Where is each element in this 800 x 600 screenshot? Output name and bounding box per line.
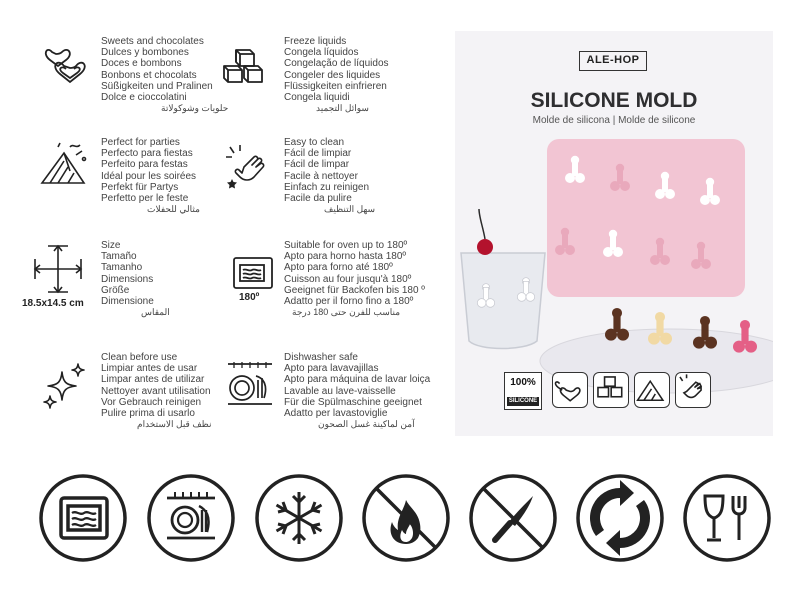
microwave-icon [37, 472, 129, 569]
feature-line: Perfekt für Partys [101, 181, 179, 193]
feature-line: Bonbons et chocolats [101, 69, 197, 81]
badge-percent: 100% [510, 377, 536, 388]
feature-line-arabic: نظف قبل الاستخدام [137, 419, 212, 430]
feature-line: Lavable au lave-vaisselle [284, 385, 396, 397]
feature-line: Tamaño [101, 251, 137, 263]
feature-line: Congeler des liquides [284, 69, 381, 81]
feature-line-arabic: آمن لماكينة غسل الصحون [318, 419, 415, 430]
feature-line: Limpar antes de utilizar [101, 374, 205, 386]
feature-line: Flüssigkeiten einfrieren [284, 80, 387, 92]
no-knife-icon [467, 472, 559, 569]
feature-line: Freeze liquids [284, 36, 347, 47]
feature-line: Sweets and chocolates [101, 36, 204, 47]
brand-logo: ALE-HOP [579, 51, 647, 71]
mini-hearts-mold-icon [552, 372, 588, 408]
feature-line: Einfach zu reinigen [284, 181, 370, 193]
feature-line: Easy to clean [284, 137, 345, 148]
easy-clean-hand-icon [224, 143, 274, 193]
feature-line: Perfect for parties [101, 137, 180, 148]
feature-line: Vor Gebrauch reinigen [101, 396, 202, 408]
feature-line: Congelação de líquidos [284, 58, 389, 70]
feature-line: Dimensions [101, 273, 154, 285]
feature-line-arabic: حلويات وشوكولاتة [161, 103, 229, 114]
feature-line: Facile à nettoyer [284, 170, 358, 182]
feature-line: Adatto per lavastoviglie [284, 408, 388, 420]
product-title: SILICONE MOLD [530, 89, 698, 112]
feature-line: Facile da pulire [284, 193, 352, 205]
feature-line: Apto para máquina de lavar loiça [284, 374, 431, 386]
feature-line: Fácil de limpiar [284, 148, 352, 160]
feature-line: Size [101, 240, 121, 251]
feature-line-arabic: المقاس [141, 307, 170, 318]
freezer-snowflake-icon [253, 472, 345, 569]
feature-line: Apto para horno hasta 180º [284, 251, 407, 263]
sparkles-icon [40, 362, 90, 412]
feature-line: Für die Spülmaschine geeignet [284, 396, 422, 408]
feature-line: Fácil de limpar [284, 159, 350, 171]
party-confetti-icon [40, 141, 92, 191]
feature-line: Apto para lavavajillas [284, 363, 379, 375]
feature-line: Dolce e cioccolatini [101, 92, 187, 104]
feature-line: Pulire prima di usarlo [101, 408, 195, 420]
feature-line: Dimensione [101, 296, 154, 308]
feature-line: Suitable for oven up to 180º [284, 240, 408, 251]
dishwasher-icon [145, 472, 237, 569]
product-subtitle: Molde de silicona | Molde de silicone [532, 115, 696, 126]
feature-line: Doces e bombons [101, 58, 182, 70]
ice-cubes-icon [222, 46, 272, 96]
feature-line-arabic: مناسب للفرن حتى 180 درجة [292, 307, 401, 318]
dishwasher-icon [224, 360, 276, 412]
feature-line-arabic: سوائل التجميد [316, 103, 369, 114]
feature-line: Perfecto para fiestas [101, 148, 193, 160]
feature-line: Idéal pour les soirées [101, 170, 197, 182]
feature-line: Süßigkeiten und Pralinen [101, 80, 213, 92]
mini-easy-clean-hand-icon [675, 372, 711, 408]
size-label: 18.5x14.5 cm [22, 298, 84, 309]
oven-icon [232, 256, 278, 292]
badge-material: SILICONE [508, 398, 538, 404]
feature-line: Perfetto per le feste [101, 193, 189, 205]
mini-party-confetti-icon [634, 372, 670, 408]
oven-label: 180º [239, 292, 260, 303]
feature-line: Adatto per il forno fino a 180º [284, 296, 414, 308]
no-flame-icon [360, 472, 452, 569]
feature-line: Clean before use [101, 352, 178, 363]
feature-line: Größe [101, 284, 130, 296]
feature-line: Limpiar antes de usar [101, 363, 198, 375]
food-safe-icon [681, 472, 773, 569]
hearts-mold-icon [44, 40, 94, 90]
feature-line: Cuisson au four jusqu'à 180º [284, 273, 412, 285]
feature-line: Perfeito para festas [101, 159, 188, 171]
feature-line: Congela liquidi [284, 92, 350, 104]
feature-line-arabic: مثالي للحفلات [147, 204, 200, 215]
feature-line: Geeignet für Backofen bis 180 º [284, 284, 425, 296]
mini-ice-cubes-icon [593, 372, 629, 408]
feature-line: Dulces y bombones [101, 47, 189, 59]
feature-line: Congela líquidos [284, 47, 359, 59]
feature-line: Apto para forno até 180º [284, 262, 393, 274]
feature-line: Dishwasher safe [284, 352, 358, 363]
size-arrows-icon [33, 244, 83, 294]
recycle-icon [574, 472, 666, 569]
silicone-badge [504, 372, 542, 410]
product-panel [455, 31, 773, 436]
feature-line-arabic: سهل التنظيف [324, 204, 376, 215]
feature-line: Nettoyer avant utilisation [101, 385, 211, 397]
feature-line: Tamanho [101, 262, 143, 274]
